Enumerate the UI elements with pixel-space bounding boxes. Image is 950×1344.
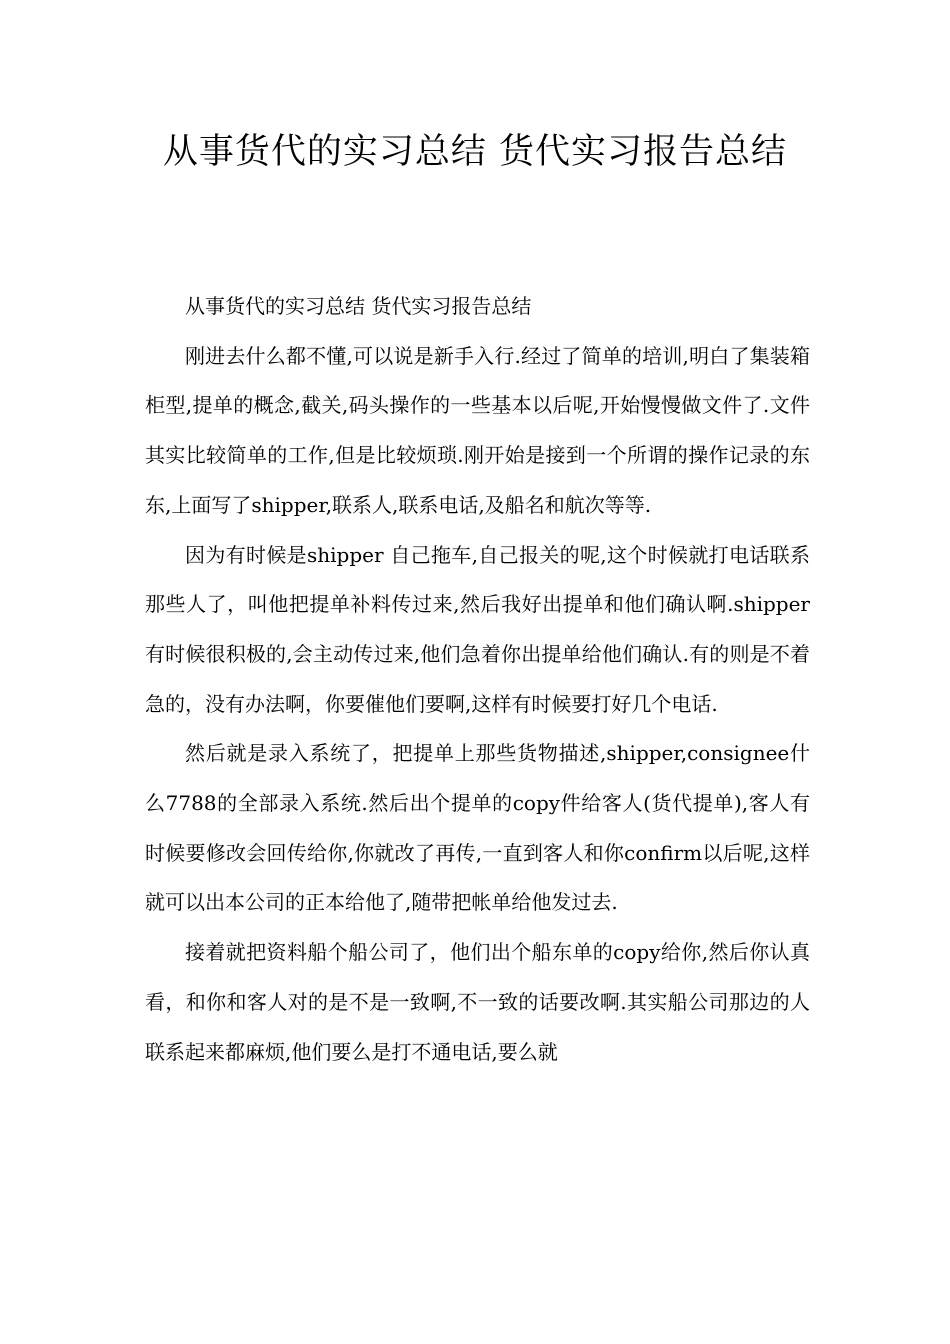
document-body [145, 282, 810, 1077]
paragraph: 刚进去什么都不懂,可以说是新手入行.经过了简单的培训,明白了集装箱柜型,提单的概念,截关,码头操作的一些基本以后呢,开始慢慢做文件了.文件其实比较简单的工作,但是比较烦琐.刚开始是接到一个所谓的操作记录的东东,上面写了shipper,联系人,联系电话,及船名和航次等等. [145, 343, 810, 517]
paragraph: 接着就把资料船个船公司了，他们出个船东单的copy给你,然后你认真看，和你和客人对的是不是一致啊,不一致的话要改啊.其实船公司那边的人联系起来都麻烦,他们要么是打不通电话,要么就 [145, 940, 810, 1064]
paragraph: 然后就是录入系统了，把提单上那些货物描述,shipper,consignee什么7788的全部录入系统.然后出个提单的copy件给客人(货代提单),客人有时候要修改会回传给你,你就改了再传,一直到客人和你confirm以后呢,这样就可以出本公司的正本给他了,随带把帐单给他发过去. [145, 741, 810, 915]
document-title: 从事货代的实习总结 货代实习报告总结 [162, 132, 788, 172]
paragraph: 因为有时候是shipper 自己拖车,自己报关的呢,这个时候就打电话联系那些人了，叫他把提单补料传过来,然后我好出提单和他们确认啊.shipper有时候很积极的,会主动传过来,他们急着你出提单给他们确认.有的则是不着急的，没有办法啊，你要催他们要啊,这样有时候要打好几个电话. [145, 542, 810, 716]
paragraph-subtitle: 从事货代的实习总结 货代实习报告总结 [185, 294, 532, 318]
